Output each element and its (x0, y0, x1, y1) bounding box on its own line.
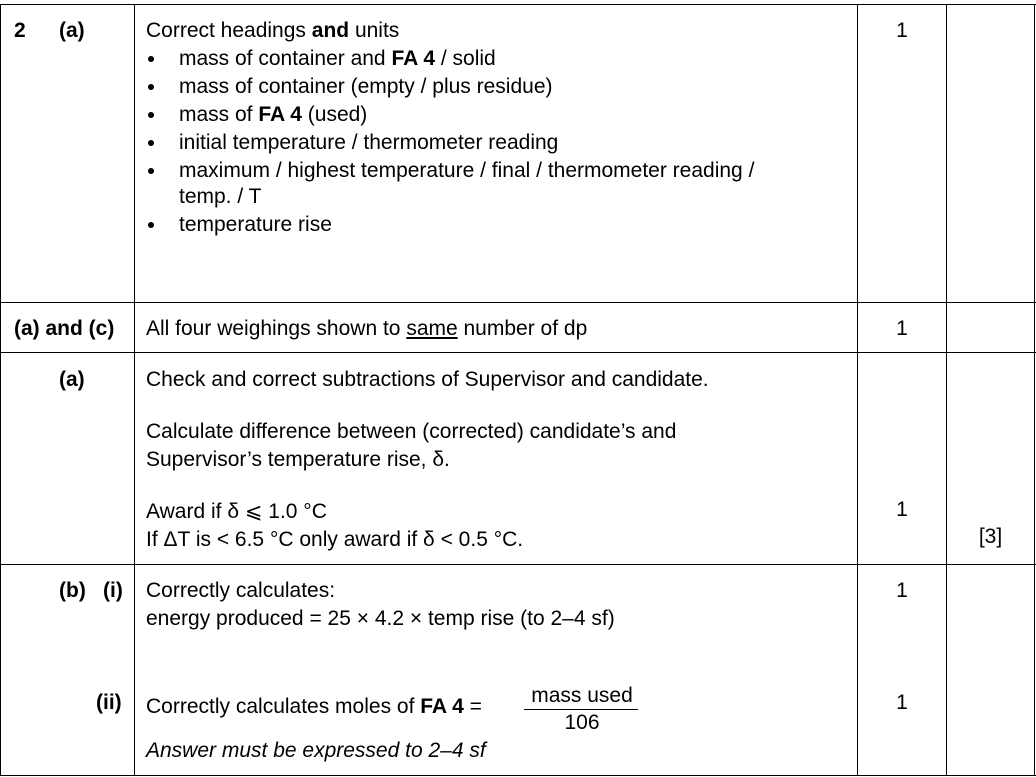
question-subpart: (i) (103, 579, 123, 602)
mark: 1 (896, 498, 908, 521)
table-border-left (0, 4, 1, 776)
row-divider (0, 352, 1036, 353)
criterion-text: Supervisor’s temperature rise, δ. (146, 448, 450, 471)
column-divider (946, 4, 947, 776)
fraction-denominator: 106 (564, 711, 600, 734)
headings-criterion: Correct headings and units (146, 19, 400, 42)
bullet-item: maximum / highest temperature / final / thermometer reading / (179, 159, 755, 182)
criterion-text: Calculate difference between (corrected) candidate’s and (146, 420, 677, 443)
question-part: (a) (59, 19, 85, 42)
total-marks: [3] (978, 525, 1003, 548)
bullet-icon (148, 112, 154, 118)
question-part: (a) and (c) (14, 317, 115, 340)
bullet-icon (148, 222, 154, 228)
mark: 1 (896, 691, 908, 714)
table-border-top (0, 4, 1036, 5)
bullet-icon (148, 168, 154, 174)
criterion-text: Correctly calculates moles of FA 4 = (146, 695, 482, 718)
bullet-item: mass of container and FA 4 / solid (179, 47, 496, 70)
criterion-text: If ΔT is < 6.5 °C only award if δ < 0.5 °C. (146, 528, 524, 551)
question-number: 2 (14, 19, 26, 42)
criterion-text: Correctly calculates: (146, 579, 336, 602)
table-border-right (1034, 4, 1035, 776)
bullet-icon (148, 140, 154, 146)
bullet-icon (148, 56, 154, 62)
column-divider (857, 4, 858, 776)
bullet-item-continuation: temp. / T (179, 185, 262, 208)
mark: 1 (896, 579, 908, 602)
row-divider (0, 302, 1036, 303)
mark: 1 (896, 317, 908, 340)
table-border-bottom (0, 775, 1036, 776)
answer-note: Answer must be expressed to 2–4 sf (146, 739, 486, 762)
criterion-text: Check and correct subtractions of Supervisor and candidate. (146, 368, 709, 391)
question-part: (a) (59, 368, 85, 391)
fraction-numerator: mass used (531, 684, 633, 707)
question-part: (b) (59, 579, 86, 602)
column-divider (134, 4, 135, 776)
weighings-criterion: All four weighings shown to same number of dp (146, 317, 588, 340)
bullet-icon (148, 84, 154, 90)
bullet-item: initial temperature / thermometer reading (179, 131, 559, 154)
bullet-item: mass of container (empty / plus residue) (179, 75, 553, 98)
bullet-item: temperature rise (179, 213, 332, 236)
criterion-text: Award if δ ⩽ 1.0 °C (146, 500, 327, 523)
mark: 1 (896, 19, 908, 42)
criterion-text: energy produced = 25 × 4.2 × temp rise (to 2–4 sf) (146, 607, 615, 630)
row-divider (0, 564, 1036, 565)
question-subpart: (ii) (96, 691, 122, 714)
bullet-item: mass of FA 4 (used) (179, 103, 368, 126)
